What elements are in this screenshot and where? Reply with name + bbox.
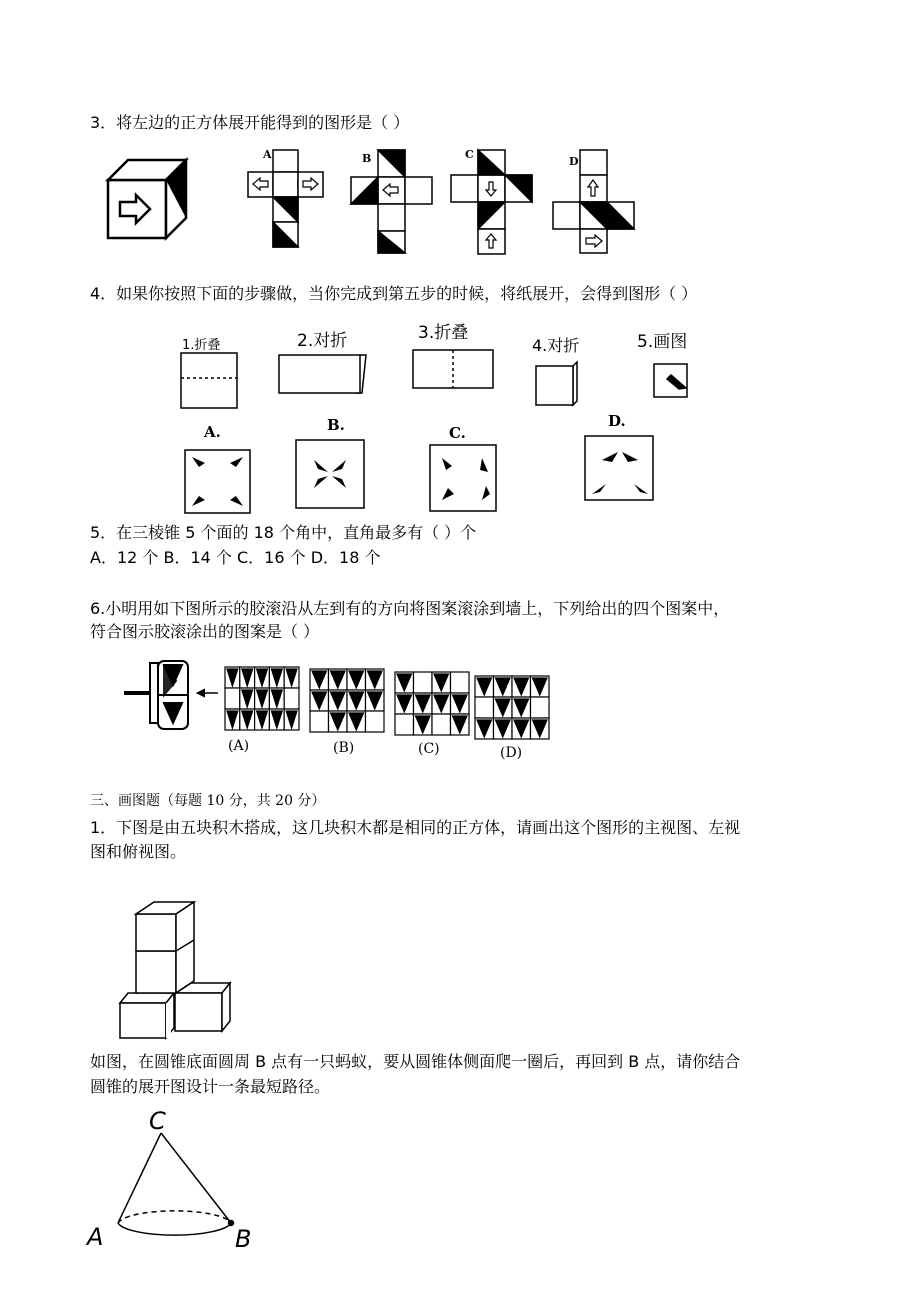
block-stack-figure <box>110 895 245 1040</box>
q4-step-5: 5.画图 <box>637 332 688 352</box>
q6-option-a-label: (A) <box>228 738 250 754</box>
q5-choices: A．12 个 B．14 个 C．16 个 D．18 个 <box>90 548 381 567</box>
section3-p1-line1: 1．下图是由五块积木搭成，这几块积木都是相同的正方体，请画出这个图形的主视图、左视 <box>90 818 741 837</box>
q6-text-line2: 符合图示胶滚涂出的图案是（ ） <box>90 622 320 641</box>
q4-text: 4．如果你按照下面的步骤做，当你完成到第五步的时候，将纸展开，会得到图形（ ） <box>90 284 698 303</box>
cone-label-c: C <box>149 1107 166 1135</box>
q3-cube <box>108 160 186 238</box>
q6-pattern-a <box>225 667 299 730</box>
section3-p2-line2: 圆锥的展开图设计一条最短路径。 <box>90 1077 331 1096</box>
q6-pattern-b <box>310 669 384 732</box>
q4-option-a-label: A. <box>204 423 221 441</box>
q6-pattern-c <box>395 672 469 735</box>
q6-figure <box>120 655 560 735</box>
q6-pattern-d <box>475 676 549 739</box>
q3-option-a-label: A <box>263 148 272 161</box>
section3-heading: 三、画图题（每题 10 分，共 20 分） <box>90 793 326 809</box>
cone-label-b: B <box>235 1225 252 1253</box>
q3-text: 3．将左边的正方体展开能得到的图形是（ ） <box>90 113 410 132</box>
q5-text: 5．在三棱锥 5 个面的 18 个角中，直角最多有（ ）个 <box>90 523 477 542</box>
q6-text-line1: 6.小明用如下图所示的胶滚沿从左到有的方向将图案滚涂到墙上，下列给出的四个图案中， <box>90 599 730 618</box>
q4-option-c-label: C. <box>449 424 466 442</box>
q4-steps-figure <box>170 345 710 415</box>
q4-step-2: 2.对折 <box>297 331 348 351</box>
q3-option-d-label: D <box>569 155 579 168</box>
q6-option-d-label: (D) <box>500 745 523 761</box>
q3-net-a <box>248 150 323 247</box>
section3-p1-line2: 图和俯视图。 <box>90 842 187 861</box>
section3-p2-line1: 如图，在圆锥底面圆周 B 点有一只蚂蚁，要从圆锥体侧面爬一圈后，再回到 B 点，请你结合 <box>90 1052 741 1071</box>
q4-option-b-label: B. <box>327 416 345 434</box>
q4-step-3: 3.折叠 <box>418 323 469 343</box>
q3-option-c-label: C <box>465 148 474 161</box>
q4-option-d-label: D. <box>608 412 626 430</box>
q4-options-figure <box>180 430 660 520</box>
q6-option-c-label: (C) <box>418 741 440 757</box>
cone-label-a: A <box>87 1223 104 1251</box>
q3-net-d <box>553 150 634 253</box>
q4-step-4: 4.对折 <box>532 336 580 355</box>
q4-step-1: 1.折叠 <box>182 338 221 353</box>
q6-option-b-label: (B) <box>333 740 355 756</box>
q3-net-c <box>451 150 532 254</box>
q3-option-b-label: B <box>362 152 372 165</box>
q3-net-b <box>351 150 432 253</box>
cone-figure <box>85 1105 275 1255</box>
